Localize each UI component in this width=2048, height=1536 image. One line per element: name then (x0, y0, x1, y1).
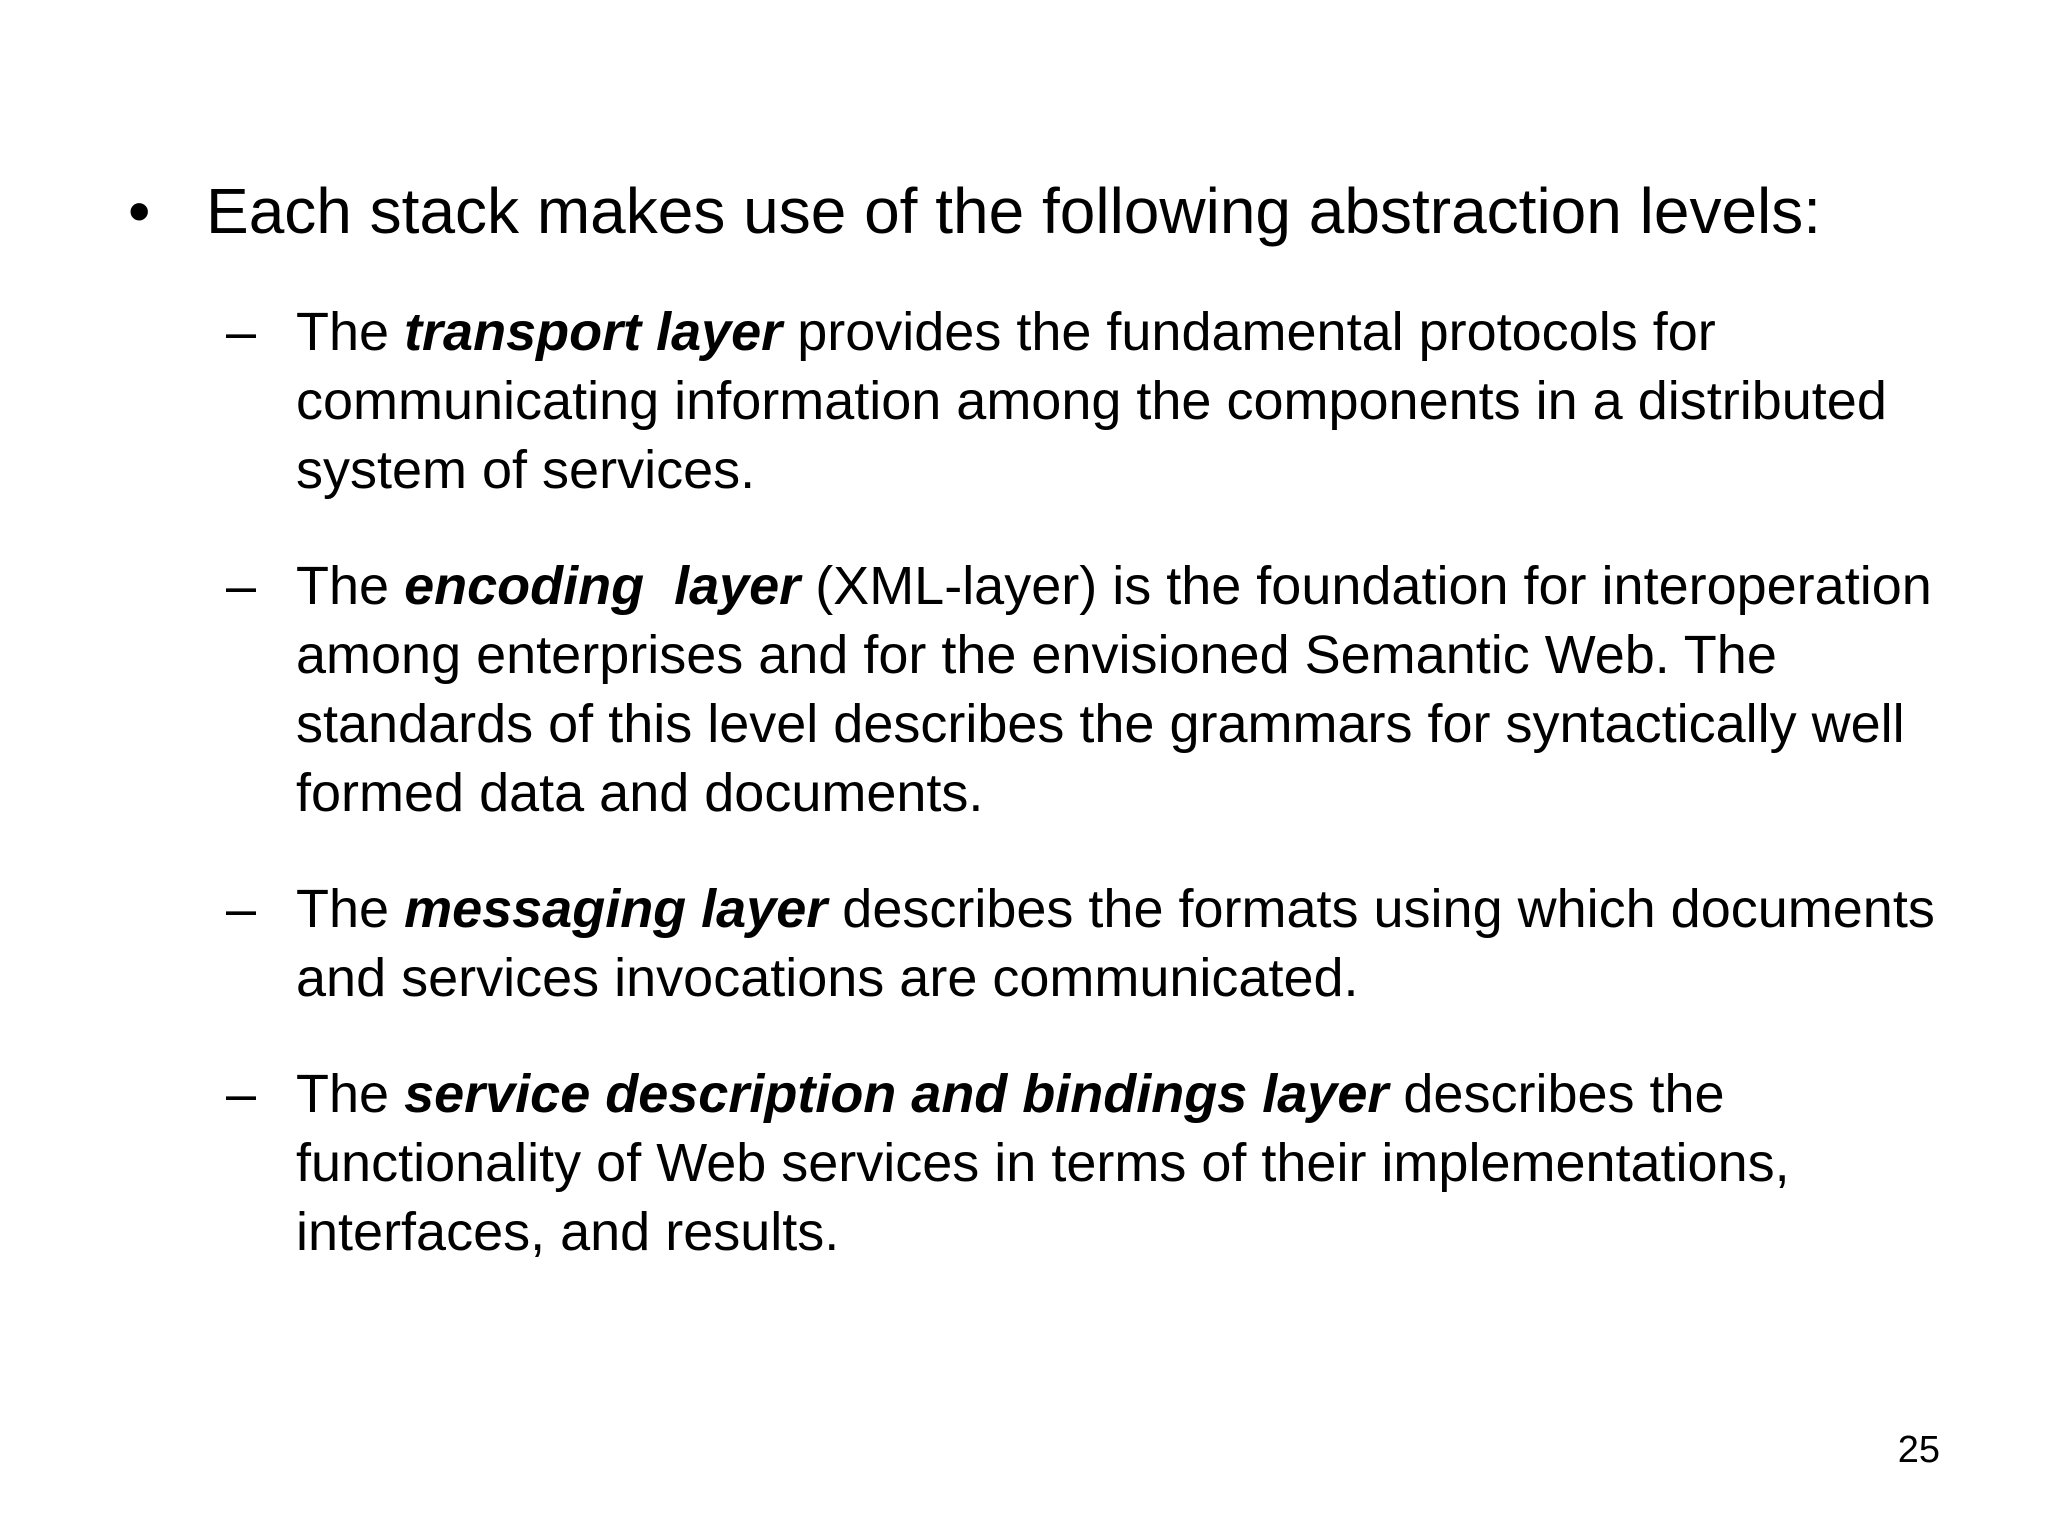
main-bullet-text: Each stack makes use of the following abstraction levels: (206, 175, 1822, 247)
layer-term: messaging layer (404, 879, 828, 939)
sub-bullet-lead: The (296, 1064, 405, 1124)
page-number: 25 (1897, 1429, 1940, 1471)
sub-bullet-description: (XML-layer) is the foundation for interoperation among enterprises and for the envisioned Semantic Web. The standards of this level describes the grammars for syntactically well formed data and documents. (296, 556, 1932, 823)
sub-bullet-lead: The (296, 879, 405, 939)
dash-icon: – (226, 556, 257, 616)
sub-bullet-text (296, 1060, 1946, 1267)
layer-term: service description and bindings layer (404, 1064, 1389, 1124)
sub-bullet-description: describes the functionality of Web services in terms of their implementations, interfaces, and results. (296, 1064, 1790, 1262)
sub-bullet-text (296, 298, 1946, 505)
sub-bullet-lead: The (296, 302, 405, 362)
sub-bullet-encoding (226, 552, 1966, 828)
bullet-icon: • (128, 175, 151, 247)
layer-term: encoding layer (404, 556, 801, 616)
dash-icon: – (226, 1064, 257, 1124)
dash-icon: – (226, 302, 257, 362)
layer-term: transport layer (404, 302, 783, 362)
sub-bullet-description: describes the formats using which documents and services invocations are communicated. (296, 879, 1935, 1008)
sub-bullet-text (296, 552, 1946, 828)
sub-bullet-messaging (226, 875, 1966, 1013)
sub-bullet-description: provides the fundamental protocols for communicating information among the components in a distributed system of services. (296, 302, 1887, 500)
sub-bullet-service-description (226, 1060, 1966, 1267)
dash-icon: – (226, 879, 257, 939)
sub-bullet-text (296, 875, 1946, 1013)
sub-bullet-lead: The (296, 556, 405, 616)
sub-bullet-list (226, 298, 1966, 1314)
sub-bullet-transport (226, 298, 1966, 505)
